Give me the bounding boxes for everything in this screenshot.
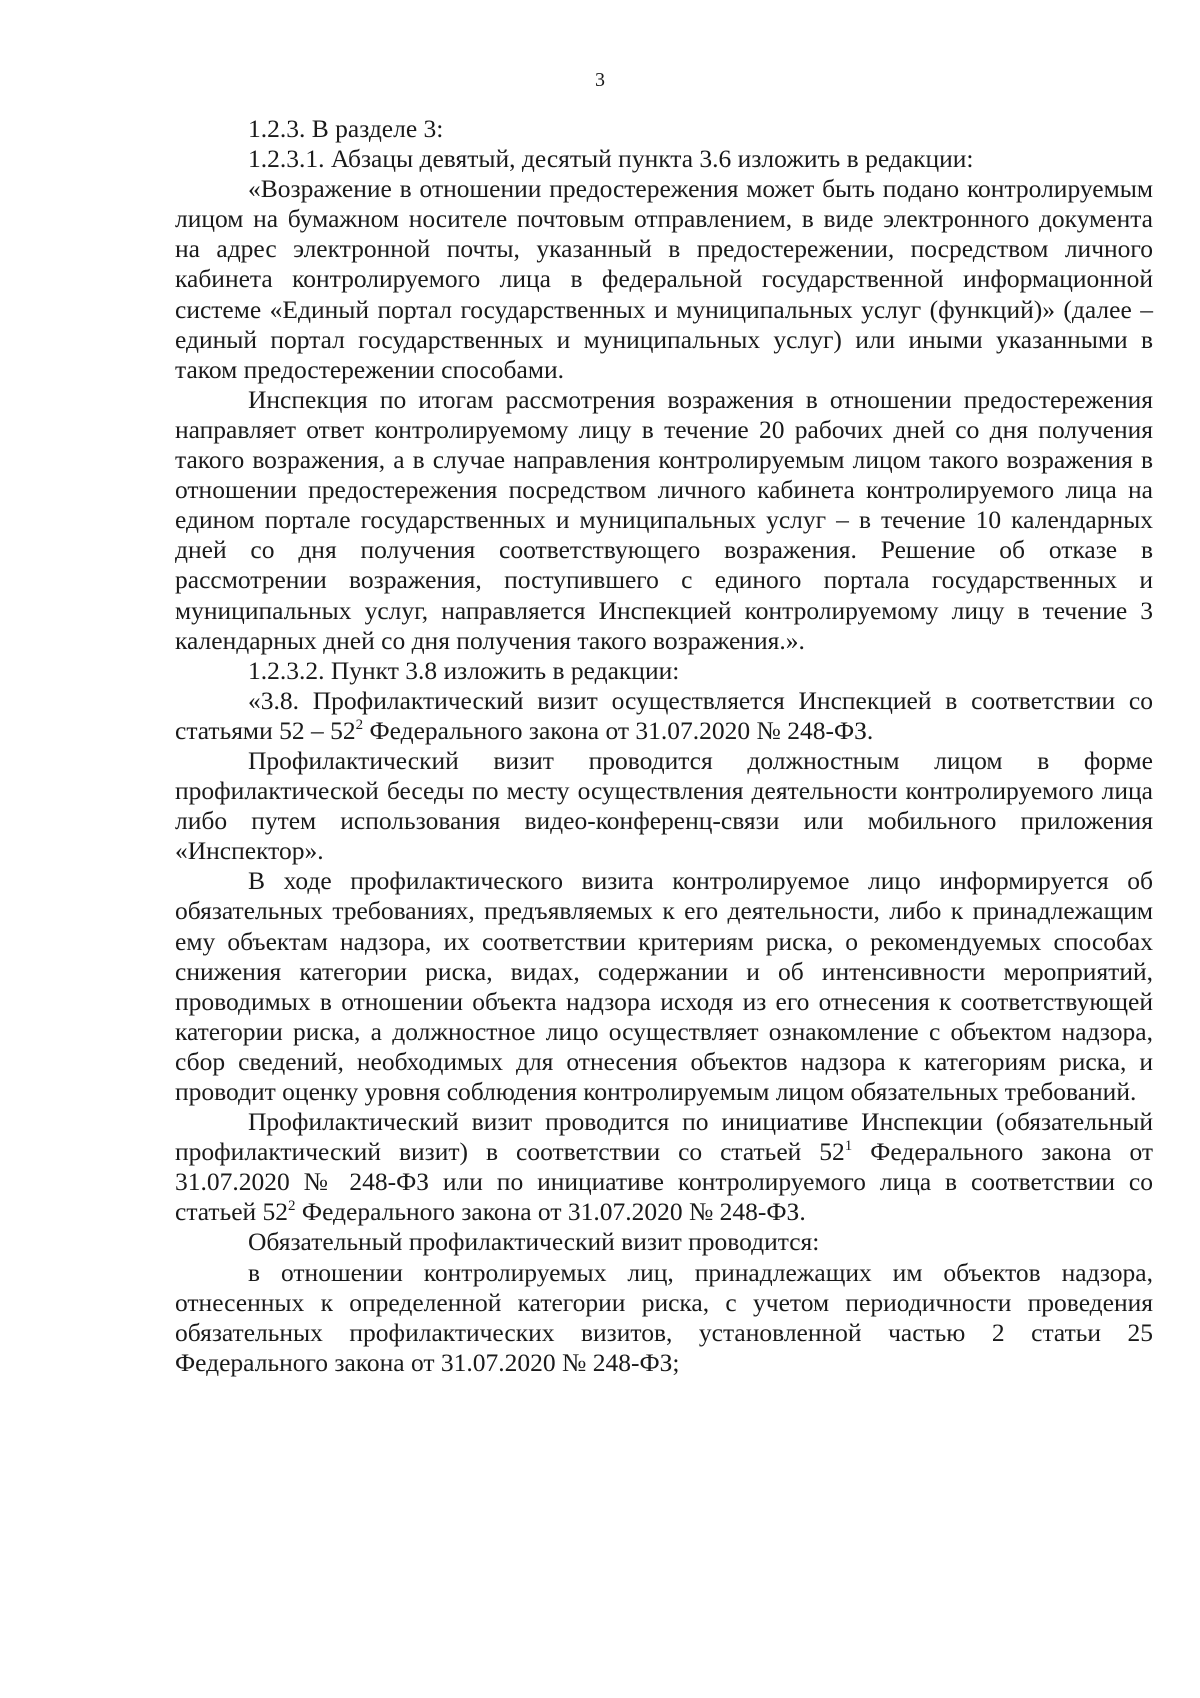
text-run: Федерального закона от 31.07.2020 № 248-ФЗ или по инициативе контролируемого лица в соответствии со статьей 52 (175, 1137, 1153, 1227)
paragraph-initiative (175, 1107, 1153, 1227)
superscript: 2 (355, 716, 364, 733)
subsection-heading: 1.2.3.1. Абзацы девятый, десятый пункта 3.6 изложить в редакции: (248, 144, 974, 174)
section-heading: 1.2.3. В разделе 3: (248, 114, 444, 143)
paragraph: В ходе профилактического визита контролируемое лицо информируется об обязательных требованиях, предъявляемых к его деятельности, либо к принадлежащим ему объектам надзора, их соответствии критериям риска, о рекомендуемых способах снижения категории риска, видах, содержании и об интенсивности мероприятий, проводимых в отношении объекта надзора исходя из его отнесения к соответствующей категории риска, а должностное лицо осуществляет ознакомление с объектом надзора, сбор сведений, необходимых для отнесения объектов надзора к категориям риска, и проводит оценку уровня соблюдения контролируемым лицом обязательных требований. (175, 866, 1153, 1106)
document-body (175, 114, 1153, 1378)
paragraph: «Возражение в отношении предостережения может быть подано контролируемым лицом на бумажном носителе почтовым отправлением, в виде электронного документа на адрес электронной почты, указанный в предостережении, посредством личного кабинета контролируемого лица в федеральной государственной информационной системе «Единый портал государственных и муниципальных услуг (функций)» (далее – единый портал государственных и муниципальных услуг) или иными указанными в таком предостережении способами. (175, 174, 1153, 384)
paragraph: Профилактический визит проводится должностным лицом в форме профилактической беседы по месту осуществления деятельности контролируемого лица либо путем использования видео-конференц-связи или мобильного приложения «Инспектор». (175, 745, 1153, 866)
paragraph: в отношении контролируемых лиц, принадлежащих им объектов надзора, отнесенных к определенной категории риска, с учетом периодичности проведения обязательных профилактических визитов, установленной частью 2 статьи 25 Федерального закона от 31.07.2020 № 248-ФЗ; (175, 1257, 1153, 1377)
paragraph: Обязательный профилактический визит проводится: (248, 1227, 820, 1257)
subsection-heading: 1.2.3.2. Пункт 3.8 изложить в редакции: (248, 655, 680, 685)
text-run: «3.8. Профилактический визит осуществляется Инспекцией в соответствии со статьями 52 – 52 (175, 685, 1153, 745)
paragraph-3-8 (175, 686, 1153, 746)
text-run: Федерального закона от 31.07.2020 № 248-ФЗ. (363, 715, 874, 745)
superscript: 2 (288, 1198, 296, 1215)
text-run: Федерального закона от 31.07.2020 № 248-ФЗ. (295, 1197, 806, 1227)
text-run: Профилактический визит проводится по инициативе Инспекции (обязательный профилактический визит) в соответствии со статьей 52 (175, 1107, 1153, 1167)
paragraph: Инспекция по итогам рассмотрения возражения в отношении предостережения направляет ответ контролируемому лицу в течение 20 рабочих дней со дня получения такого возражения, а в случае направления контролируемым лицом такого возражения в отношении предостережения посредством личного кабинета контролируемого лица на едином портале государственных и муниципальных услуг – в течение 10 календарных дней со дня получения соответствующего возражения. Решение об отказе в рассмотрении возражения, поступившего с единого портала государственных и муниципальных услуг, направляется Инспекцией контролируемому лицу в течение 3 календарных дней со дня получения такого возражения.». (175, 384, 1153, 655)
superscript: 1 (844, 1138, 853, 1155)
page-number: 3 (595, 69, 605, 91)
